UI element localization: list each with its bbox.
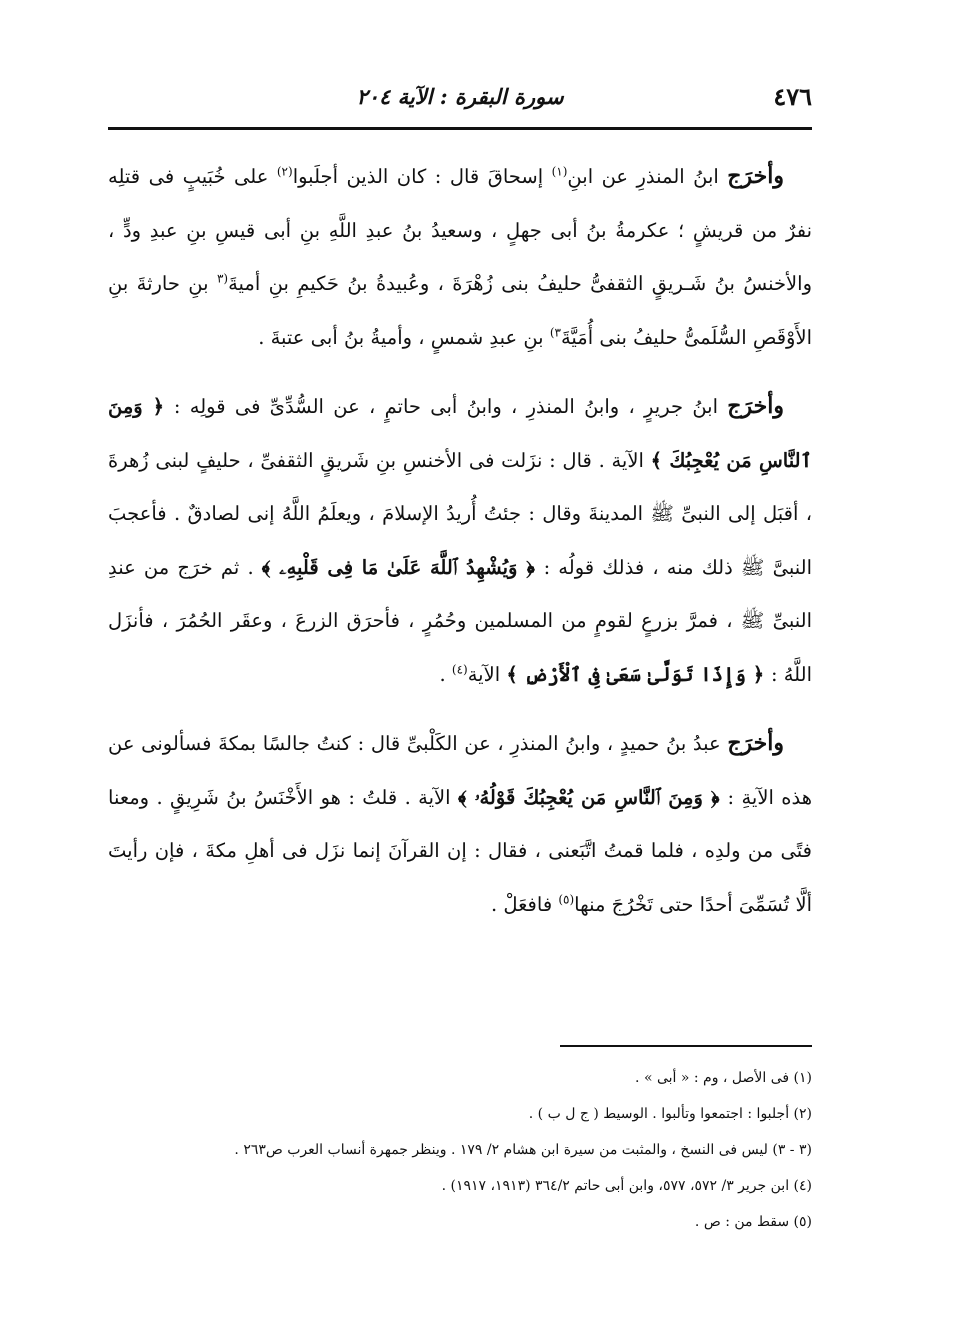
- text-segment: . ثم خرَج من عندِ النبىِّ ﷺ ، فمرَّ بزرعٍ لقومٍ من المسلمين وحُمُرٍ ، فأحرَق الزرعَ ، وعقَر الحُمُرَ ، فأنزَل اللَّهُ :: [108, 555, 812, 686]
- paragraph-2: [108, 380, 812, 701]
- paragraph-1: [108, 150, 812, 364]
- text-segment: الآية: [467, 662, 507, 686]
- footnote-5: (٥) سقط من : ص .: [694, 1214, 812, 1230]
- page-header: [108, 78, 812, 118]
- paragraph-lead-word: وأخرَج: [727, 163, 784, 189]
- footnote-3: (٣ - ٣) ليس فى النسخ ، والمثبت من سيرة ابن هشام ٢/ ١٧٩ . وينظر جمهرة أنساب العرب ص٢٦٣ .: [234, 1142, 812, 1158]
- footnote-4: (٤) ابن جرير ٣/ ٥٧٢، ٥٧٧، وابن أبى حاتم ٣٦٤/٢ (١٩١٣، ١٩١٧) .: [441, 1178, 812, 1194]
- text-segment: .: [439, 662, 452, 686]
- quran-verse: ﴿ وَيُشْهِدُ ٱللَّهَ عَلَىٰ مَا فِى قَلْبِهِۦ ﴾: [261, 555, 544, 579]
- quran-verse: ﴿ وَمِنَ ٱلنَّاسِ مَن يُعْجِبُكَ قَوْلُهُۥ ﴾: [457, 785, 728, 809]
- text-segment: إسحاقَ قال : كان الذين أجلَبوا: [292, 165, 552, 188]
- page-number: ٤٧٦: [773, 82, 812, 111]
- footnotes: [108, 1060, 812, 1240]
- text-segment: بنِ حارثةَ بنِ الأَوْقَصِ السُّلَمىُّ حليفُ بنى أُمَيَّةَ: [108, 272, 812, 349]
- text-segment: الآية . قلتُ : هو الأَخْنَسُ بنُ شَرِيقٍ . ومعنا فتًى من ولدِه ، فلما قمتُ اتَّبَعنى ، فقال : إن القرآنَ إنما نزَل فى أهلِ مكةَ ، فإن رأيتَ ألَّا تُسَمِّىَ أحدًا حتى تَخْرُجَ منها: [108, 785, 812, 916]
- footnote-ref-3-open[interactable]: (٣: [216, 271, 229, 286]
- quran-verse: ﴿ وَمِنَ ٱلنَّاسِ مَن يُعْجِبُكَ ﴾: [108, 395, 812, 472]
- text-segment: عبدُ بنُ حميدٍ ، وابنُ المنذرِ ، عن الكَلْبىِّ قال : كنتُ جالسًا بمكةَ فسألونى عن هذه الآيةِ :: [108, 732, 812, 809]
- footnote-ref-3-close[interactable]: ٣): [549, 325, 561, 339]
- quran-verse: ﴿ وَإِذَا تَوَلَّىٰ سَعَىٰ فِى ٱلْأَرْضِ ﴾: [506, 662, 771, 686]
- footnote-divider: [560, 1045, 812, 1047]
- text-segment: ابنُ جريرٍ ، وابنُ المنذرِ ، وابنُ أبى حاتمٍ ، عن السُّدِّىِّ فى قولِه :: [173, 395, 728, 418]
- text-segment: ابنُ المنذرِ عن ابنِ: [567, 165, 728, 188]
- footnote-ref-5[interactable]: (٥): [558, 892, 575, 906]
- running-title: سورة البقرة : الآية ٢٠٤: [356, 84, 564, 109]
- paragraph-3: [108, 717, 812, 931]
- text-segment: على خُبَيبٍ فى قتلِه نفرٌ من قريشٍ ؛ عكرمةُ بنُ أبى جهلٍ ، وسعيدُ بنُ عبدِ اللَّهِ بنِ أبى قيسِ بنِ عبدِ ودٍّ ، والأخنسُ بنُ شَـريقٍ الثقفىُّ حليفُ بنى زُهْرَةَ ، وعُبيدةُ بنُ حَكيمِ بنِ أميةَ: [108, 165, 813, 295]
- paragraph-lead-word: وأخرَج: [727, 730, 784, 756]
- footnote-ref-4[interactable]: (٤): [451, 662, 468, 676]
- text-segment: فافعَلْ .: [490, 892, 559, 916]
- paragraph-lead-word: وأخرَج: [727, 393, 784, 419]
- footnote-2: (٢) أجلبوا : اجتمعوا وتألبوا . الوسيط ( ج ل ب ) .: [528, 1106, 812, 1122]
- header-divider: [108, 127, 812, 130]
- footnote-ref-1[interactable]: (١): [551, 164, 568, 179]
- text-segment: بنِ عبدِ شمسٍ ، وأميةُ بنُ أبى عتبةَ .: [258, 325, 550, 349]
- footnote-1: (١) فى الأصل ، وم : « أبى » .: [635, 1070, 812, 1086]
- footnote-ref-2[interactable]: (٢): [276, 164, 293, 179]
- text-segment: الآية . قال : نزَلت فى الأخنسِ بنِ شَريقٍ الثقفىِّ ، حليفٍ لبنى زُهرةَ ، أقبَل إلى النبىِّ ﷺ المدينةَ وقال : جئتُ أُريدُ الإسلامَ ، ويعلَمُ اللَّهُ إنى لصادقٌ . فأعجبَ النبىَّ ﷺ ذلك منه ، فذلك قولُه :: [108, 448, 812, 579]
- main-text: [108, 150, 812, 931]
